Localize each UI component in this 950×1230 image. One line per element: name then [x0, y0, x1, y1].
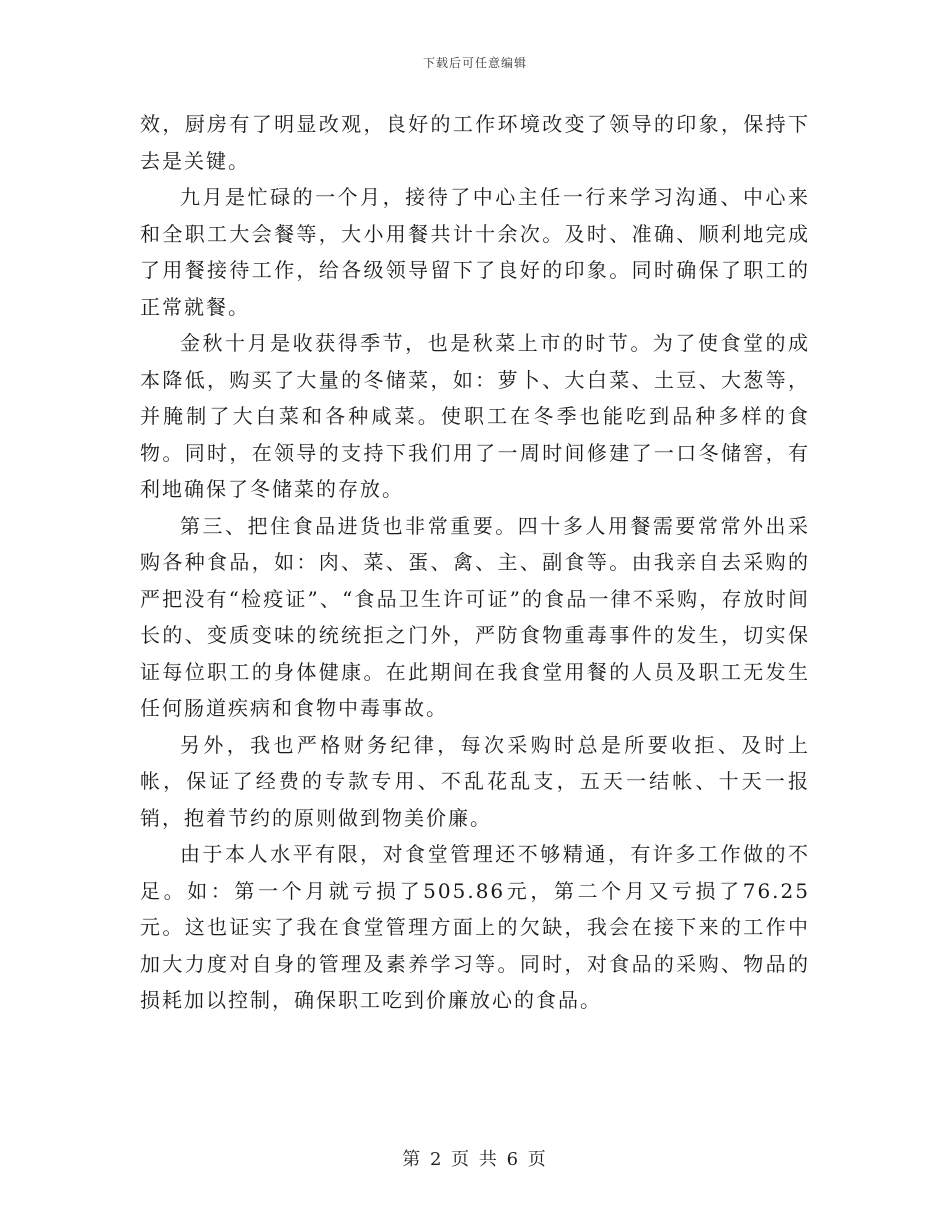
document-body: [140, 106, 810, 1019]
page-number-footer: 第 2 页 共 6 页: [402, 1149, 548, 1170]
paragraph-finance: 另外，我也严格财务纪律，每次采购时总是所要收拒、及时上帐，保证了经费的专款专用、不乱花乱支，五天一结帐、十天一报销，抱着节约的原则做到物美价廉。: [140, 732, 810, 830]
paragraph-shortcomings: 由于本人水平有限，对食堂管理还不够精通，有许多工作做的不足。如：第一个月就亏损了505.86元，第二个月又亏损了76.25元。这也证实了我在食堂管理方面上的欠缺，我会在接下来的工作中加大力度对自身的管理及素养学习等。同时，对食品的采购、物品的损耗加以控制，确保职工吃到价廉放心的食品。: [140, 842, 810, 1012]
paragraph-september: 九月是忙碌的一个月，接待了中心主任一行来学习沟通、中心来和全职工大会餐等，大小用餐共计十余次。及时、准确、顺利地完成了用餐接待工作，给各级领导留下了良好的印象。同时确保了职工的正常就餐。: [140, 185, 810, 319]
page-header-note: 下载后可任意编辑: [422, 56, 527, 70]
paragraph-october: 金秋十月是收获得季节，也是秋菜上市的时节。为了使食堂的成本降低，购买了大量的冬储菜，如：萝卜、大白菜、土豆、大葱等，并腌制了大白菜和各种咸菜。使职工在冬季也能吃到品种多样的食物。同时，在领导的支持下我们用了一周时间修建了一口冬储窖，有利地确保了冬储菜的存放。: [140, 331, 810, 501]
paragraph-continuation: 效，厨房有了明显改观，良好的工作环境改变了领导的印象，保持下去是关键。: [140, 112, 810, 173]
paragraph-procurement: 第三、把住食品进货也非常重要。四十多人用餐需要常常外出采购各种食品，如：肉、菜、蛋、禽、主、副食等。由我亲自去采购的严把没有“检疫证”、“食品卫生许可证”的食品一律不采购，存放时间长的、变质变味的统统拒之门外，严防食物重毒事件的发生，切实保证每位职工的身体健康。在此期间在我食堂用餐的人员及职工无发生任何肠道疾病和食物中毒事故。: [140, 513, 810, 720]
